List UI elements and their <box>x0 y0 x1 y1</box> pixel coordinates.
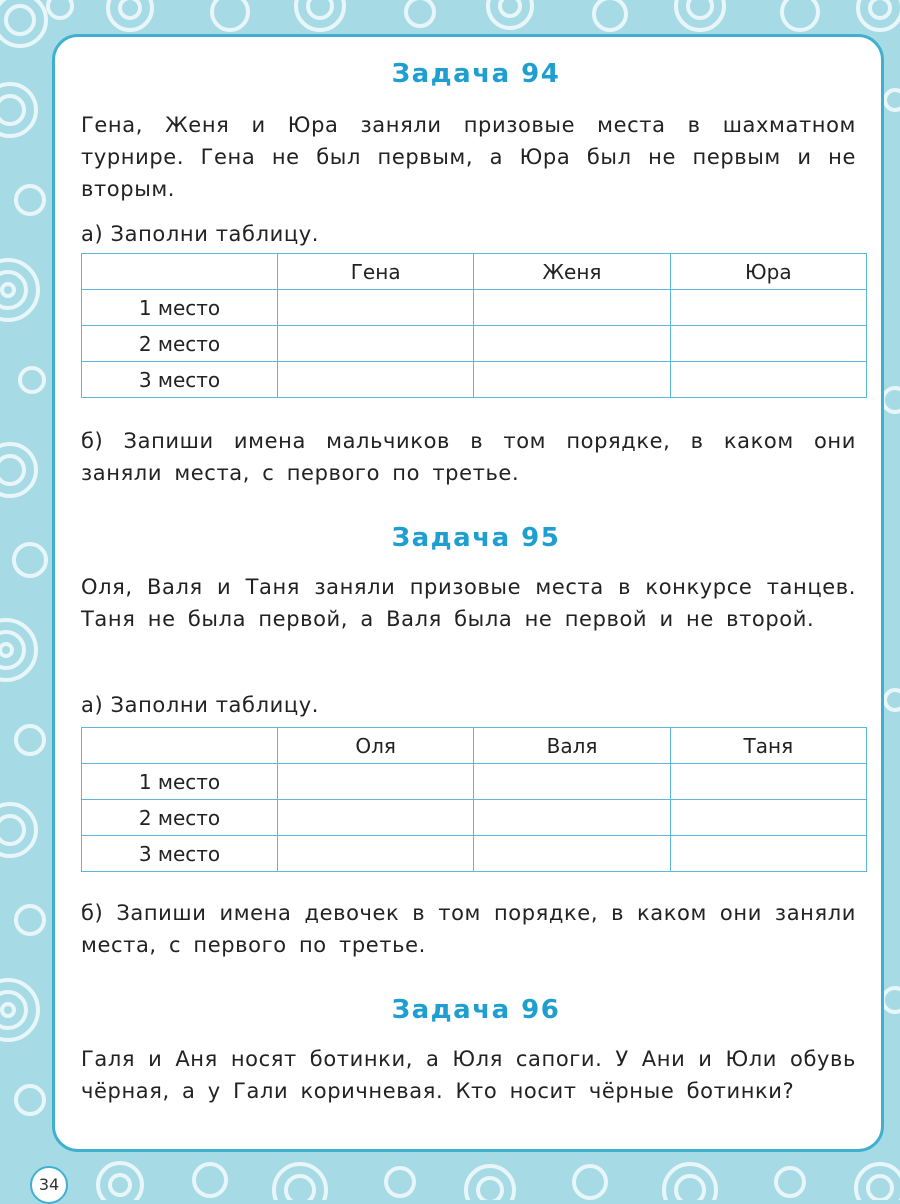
header-cell: Гена <box>278 254 474 290</box>
task-94-part-a: а) Заполни таблицу. <box>81 222 320 246</box>
answer-cell[interactable] <box>670 800 866 836</box>
answer-cell[interactable] <box>278 326 474 362</box>
answer-cell[interactable] <box>278 836 474 872</box>
row-label: 2 место <box>82 326 278 362</box>
row-label: 3 место <box>82 836 278 872</box>
row-label: 2 место <box>82 800 278 836</box>
answer-cell[interactable] <box>474 290 670 326</box>
header-cell: Женя <box>474 254 670 290</box>
table-row <box>82 362 867 398</box>
answer-cell[interactable] <box>474 362 670 398</box>
page-number: 34 <box>30 1166 68 1204</box>
answer-cell[interactable] <box>278 800 474 836</box>
answer-cell[interactable] <box>670 836 866 872</box>
task-94-text: Гена, Женя и Юра заняли призовые места в шахматном турнире. Гена не был первым, а Юра был не первым и не вторым. <box>81 113 856 201</box>
task-95-text: Оля, Валя и Таня заняли призовые места в конкурсе танцев. Таня не была первой, а Валя была не первой и не второй. <box>81 575 856 631</box>
answer-cell[interactable] <box>278 290 474 326</box>
header-cell: Таня <box>670 728 866 764</box>
table-row <box>82 836 867 872</box>
answer-cell[interactable] <box>670 290 866 326</box>
answer-cell[interactable] <box>474 326 670 362</box>
row-label: 1 место <box>82 764 278 800</box>
task-96-text: Галя и Аня носят ботинки, а Юля сапоги. У Ани и Юли обувь чёрная, а у Гали коричневая. Кто носит чёрные ботинки? <box>81 1047 856 1103</box>
table-row <box>82 326 867 362</box>
task-94-title: Задача 94 <box>391 59 561 89</box>
header-cell: Валя <box>474 728 670 764</box>
table-header-row <box>82 728 867 764</box>
row-label: 1 место <box>82 290 278 326</box>
task-95-part-a: а) Заполни таблицу. <box>81 693 320 717</box>
answer-cell[interactable] <box>670 326 866 362</box>
table-row <box>82 290 867 326</box>
answer-cell[interactable] <box>474 764 670 800</box>
answer-cell[interactable] <box>278 764 474 800</box>
task-94-table <box>81 253 867 398</box>
header-empty-cell <box>82 728 278 764</box>
answer-cell[interactable] <box>474 800 670 836</box>
table-header-row <box>82 254 867 290</box>
task-95-title: Задача 95 <box>391 523 561 553</box>
table-row <box>82 800 867 836</box>
task-95-table <box>81 727 867 872</box>
header-empty-cell <box>82 254 278 290</box>
answer-cell[interactable] <box>278 362 474 398</box>
answer-cell[interactable] <box>474 836 670 872</box>
task-95-part-b: б) Запиши имена девочек в том порядке, в каком они заняли места, с первого по третье. <box>81 901 856 957</box>
page-card <box>52 34 884 1152</box>
answer-cell[interactable] <box>670 362 866 398</box>
header-cell: Юра <box>670 254 866 290</box>
header-cell: Оля <box>278 728 474 764</box>
row-label: 3 место <box>82 362 278 398</box>
task-96-title: Задача 96 <box>391 995 561 1025</box>
task-94-part-b: б) Запиши имена мальчиков в том порядке, в каком они заняли места, с первого по третье. <box>81 429 856 485</box>
answer-cell[interactable] <box>670 764 866 800</box>
table-row <box>82 764 867 800</box>
